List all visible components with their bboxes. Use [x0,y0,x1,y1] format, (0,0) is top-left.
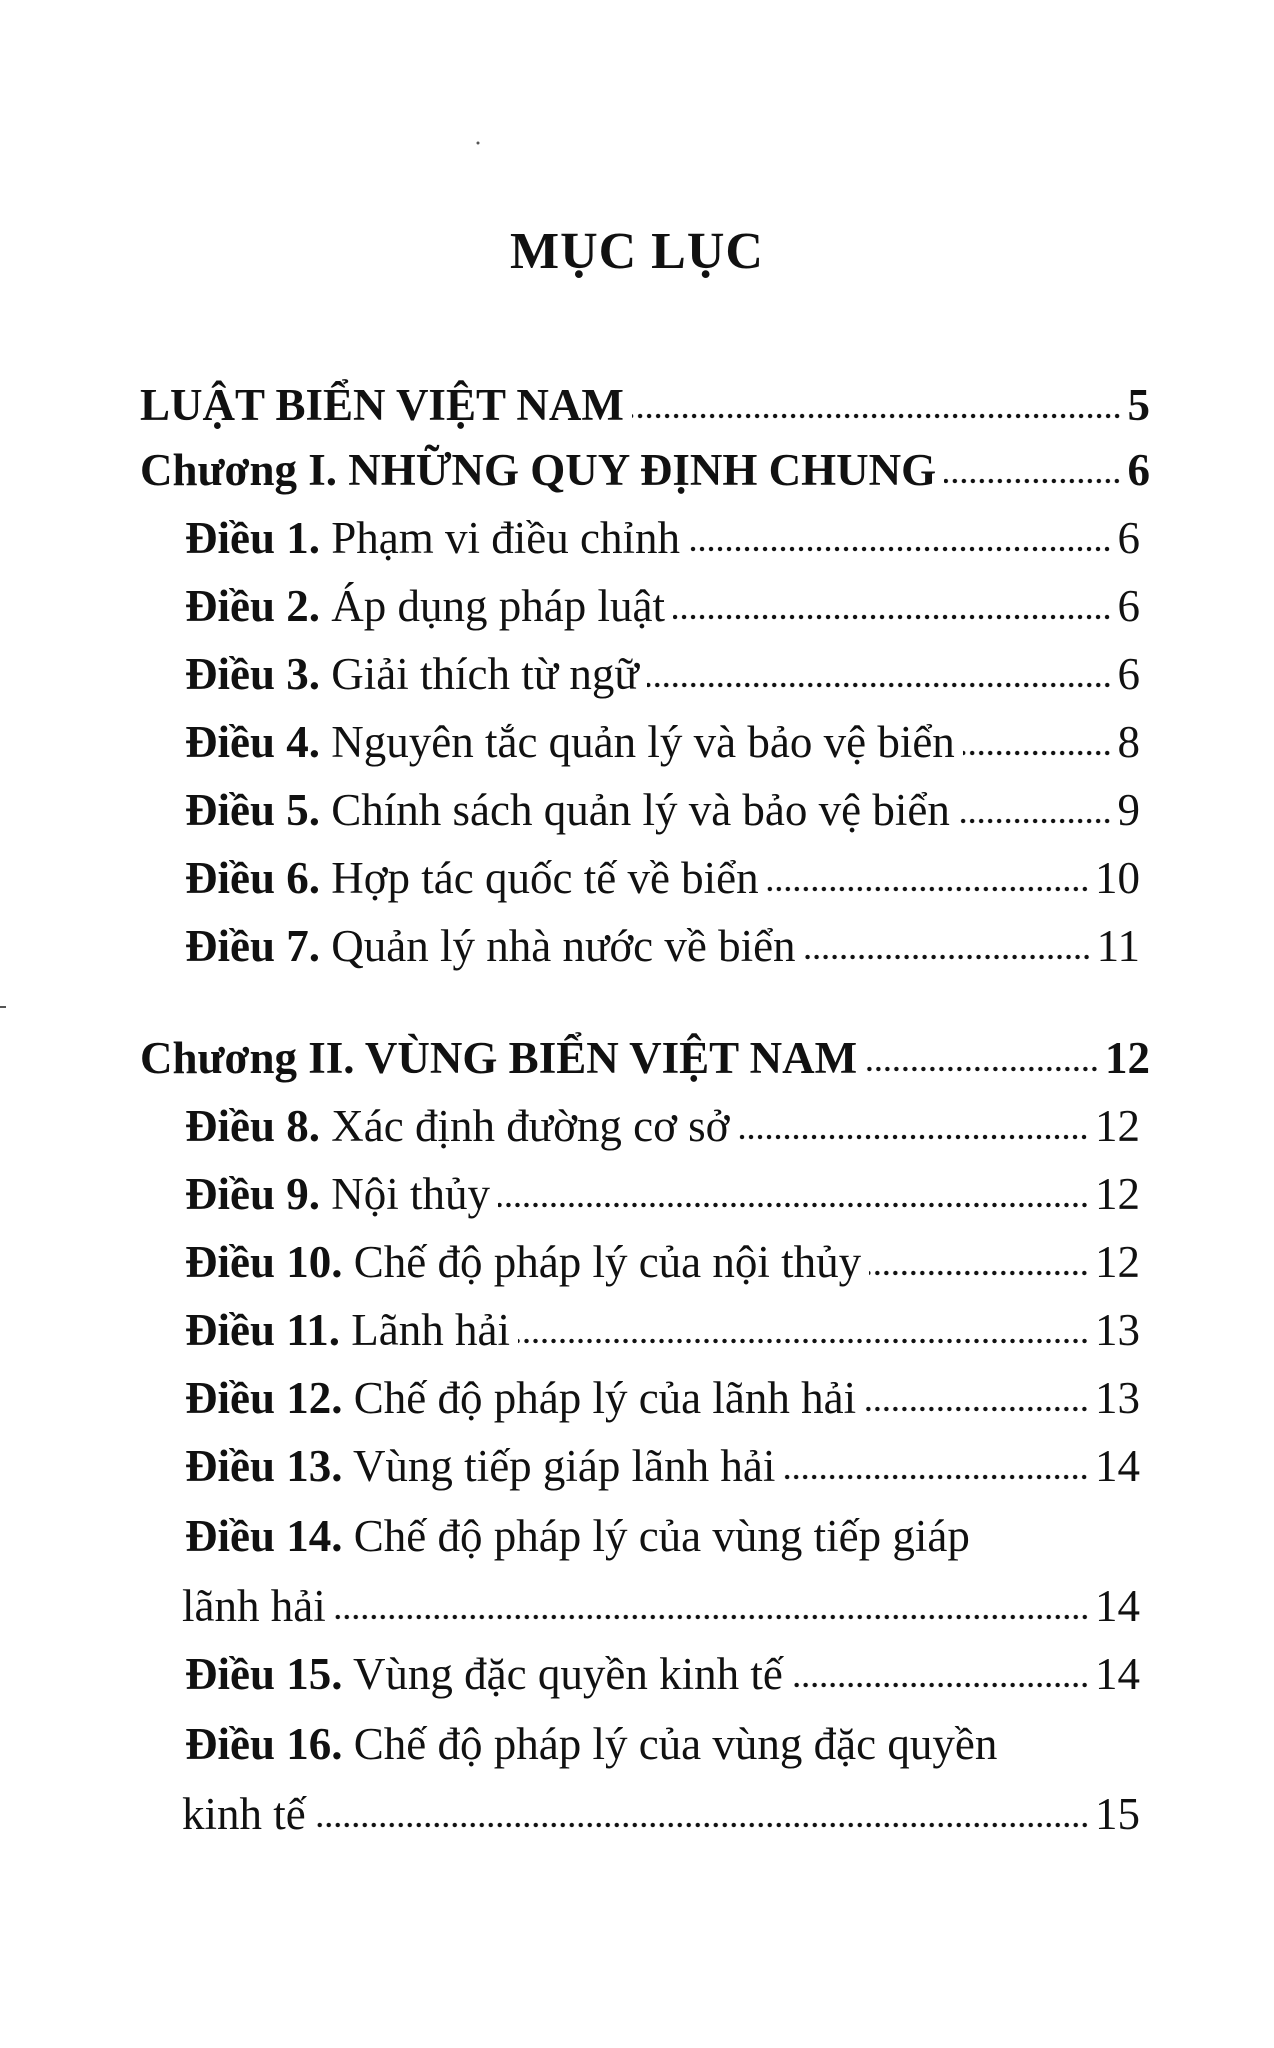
article-number: Điều 6. [185,853,320,903]
article-number: Điều 9. [185,1169,320,1219]
toc-entry-page: 5 [1127,380,1150,430]
article-number: Điều 1. [185,513,320,563]
toc-entry-label: Chương I. NHỮNG QUY ĐỊNH CHUNG [140,445,937,495]
toc-entry-label: LUẬT BIỂN VIỆT NAM [140,380,624,430]
article-number: Điều 11. [185,1305,341,1355]
article-number: Điều 16. [185,1719,343,1769]
article-title: Xác định đường cơ sở [331,1101,730,1151]
article-title: Nội thủy [331,1169,491,1219]
toc-entry-page: 6 [1117,649,1140,699]
toc-entry-page: 10 [1095,853,1140,903]
article-title: Quản lý nhà nước về biển [331,921,796,971]
scan-speck [0,1006,6,1008]
article-title: Chế độ pháp lý của lãnh hải [353,1373,857,1423]
toc-entry-page: 12 [1105,1033,1150,1083]
toc-entry-page: 15 [1095,1789,1140,1839]
article-title: Chế độ pháp lý của vùng tiếp giáp [353,1511,970,1561]
toc-entry-page: 6 [1127,445,1150,495]
toc-entry-page: 14 [1095,1441,1140,1491]
article-number: Điều 3. [185,649,320,699]
article-title-continued: lãnh hải [182,1581,326,1631]
article-number: Điều 12. [185,1373,343,1423]
toc-entry-page: 13 [1095,1373,1140,1423]
toc-entry-label: Chương II. VÙNG BIỂN VIỆT NAM [140,1033,858,1083]
article-number: Điều 13. [185,1441,343,1491]
toc-entry-page: 12 [1095,1237,1140,1287]
article-title: Lãnh hải [351,1305,510,1355]
toc-entry-page: 9 [1117,785,1140,835]
toc-entry-page: 14 [1095,1581,1140,1631]
toc-entry-page: 6 [1117,581,1140,631]
article-title: Chế độ pháp lý của nội thủy [353,1237,862,1287]
article-number: Điều 7. [185,921,320,971]
article-title: Chế độ pháp lý của vùng đặc quyền [353,1719,998,1769]
article-title: Chính sách quản lý và bảo vệ biển [331,785,950,835]
article-title: Vùng tiếp giáp lãnh hải [352,1441,776,1491]
toc-entry-page: 12 [1095,1169,1140,1219]
article-number: Điều 2. [185,581,320,631]
article-title: Vùng đặc quyền kinh tế [352,1649,783,1699]
toc-entry-page: 8 [1117,717,1140,767]
article-number: Điều 15. [185,1649,343,1699]
toc-entry-page: 6 [1117,513,1140,563]
page-title: MỤC LỤC [510,223,764,280]
article-title: Giải thích từ ngữ [331,649,639,699]
toc-entry-page: 11 [1096,921,1140,971]
article-number: Điều 14. [185,1511,343,1561]
article-number: Điều 5. [185,785,320,835]
article-title: Nguyên tắc quản lý và bảo vệ biển [331,717,955,767]
article-number: Điều 8. [185,1101,320,1151]
article-title: Áp dụng pháp luật [331,581,665,631]
scan-speck [477,142,480,145]
toc-entry-page: 12 [1095,1101,1140,1151]
toc-entry-page: 14 [1095,1649,1140,1699]
article-title-continued: kinh tế [182,1789,306,1839]
article-number: Điều 10. [185,1237,343,1287]
toc-entry-page: 13 [1095,1305,1140,1355]
article-number: Điều 4. [185,717,320,767]
article-title: Phạm vi điều chỉnh [331,513,680,563]
article-title: Hợp tác quốc tế về biển [331,853,759,903]
